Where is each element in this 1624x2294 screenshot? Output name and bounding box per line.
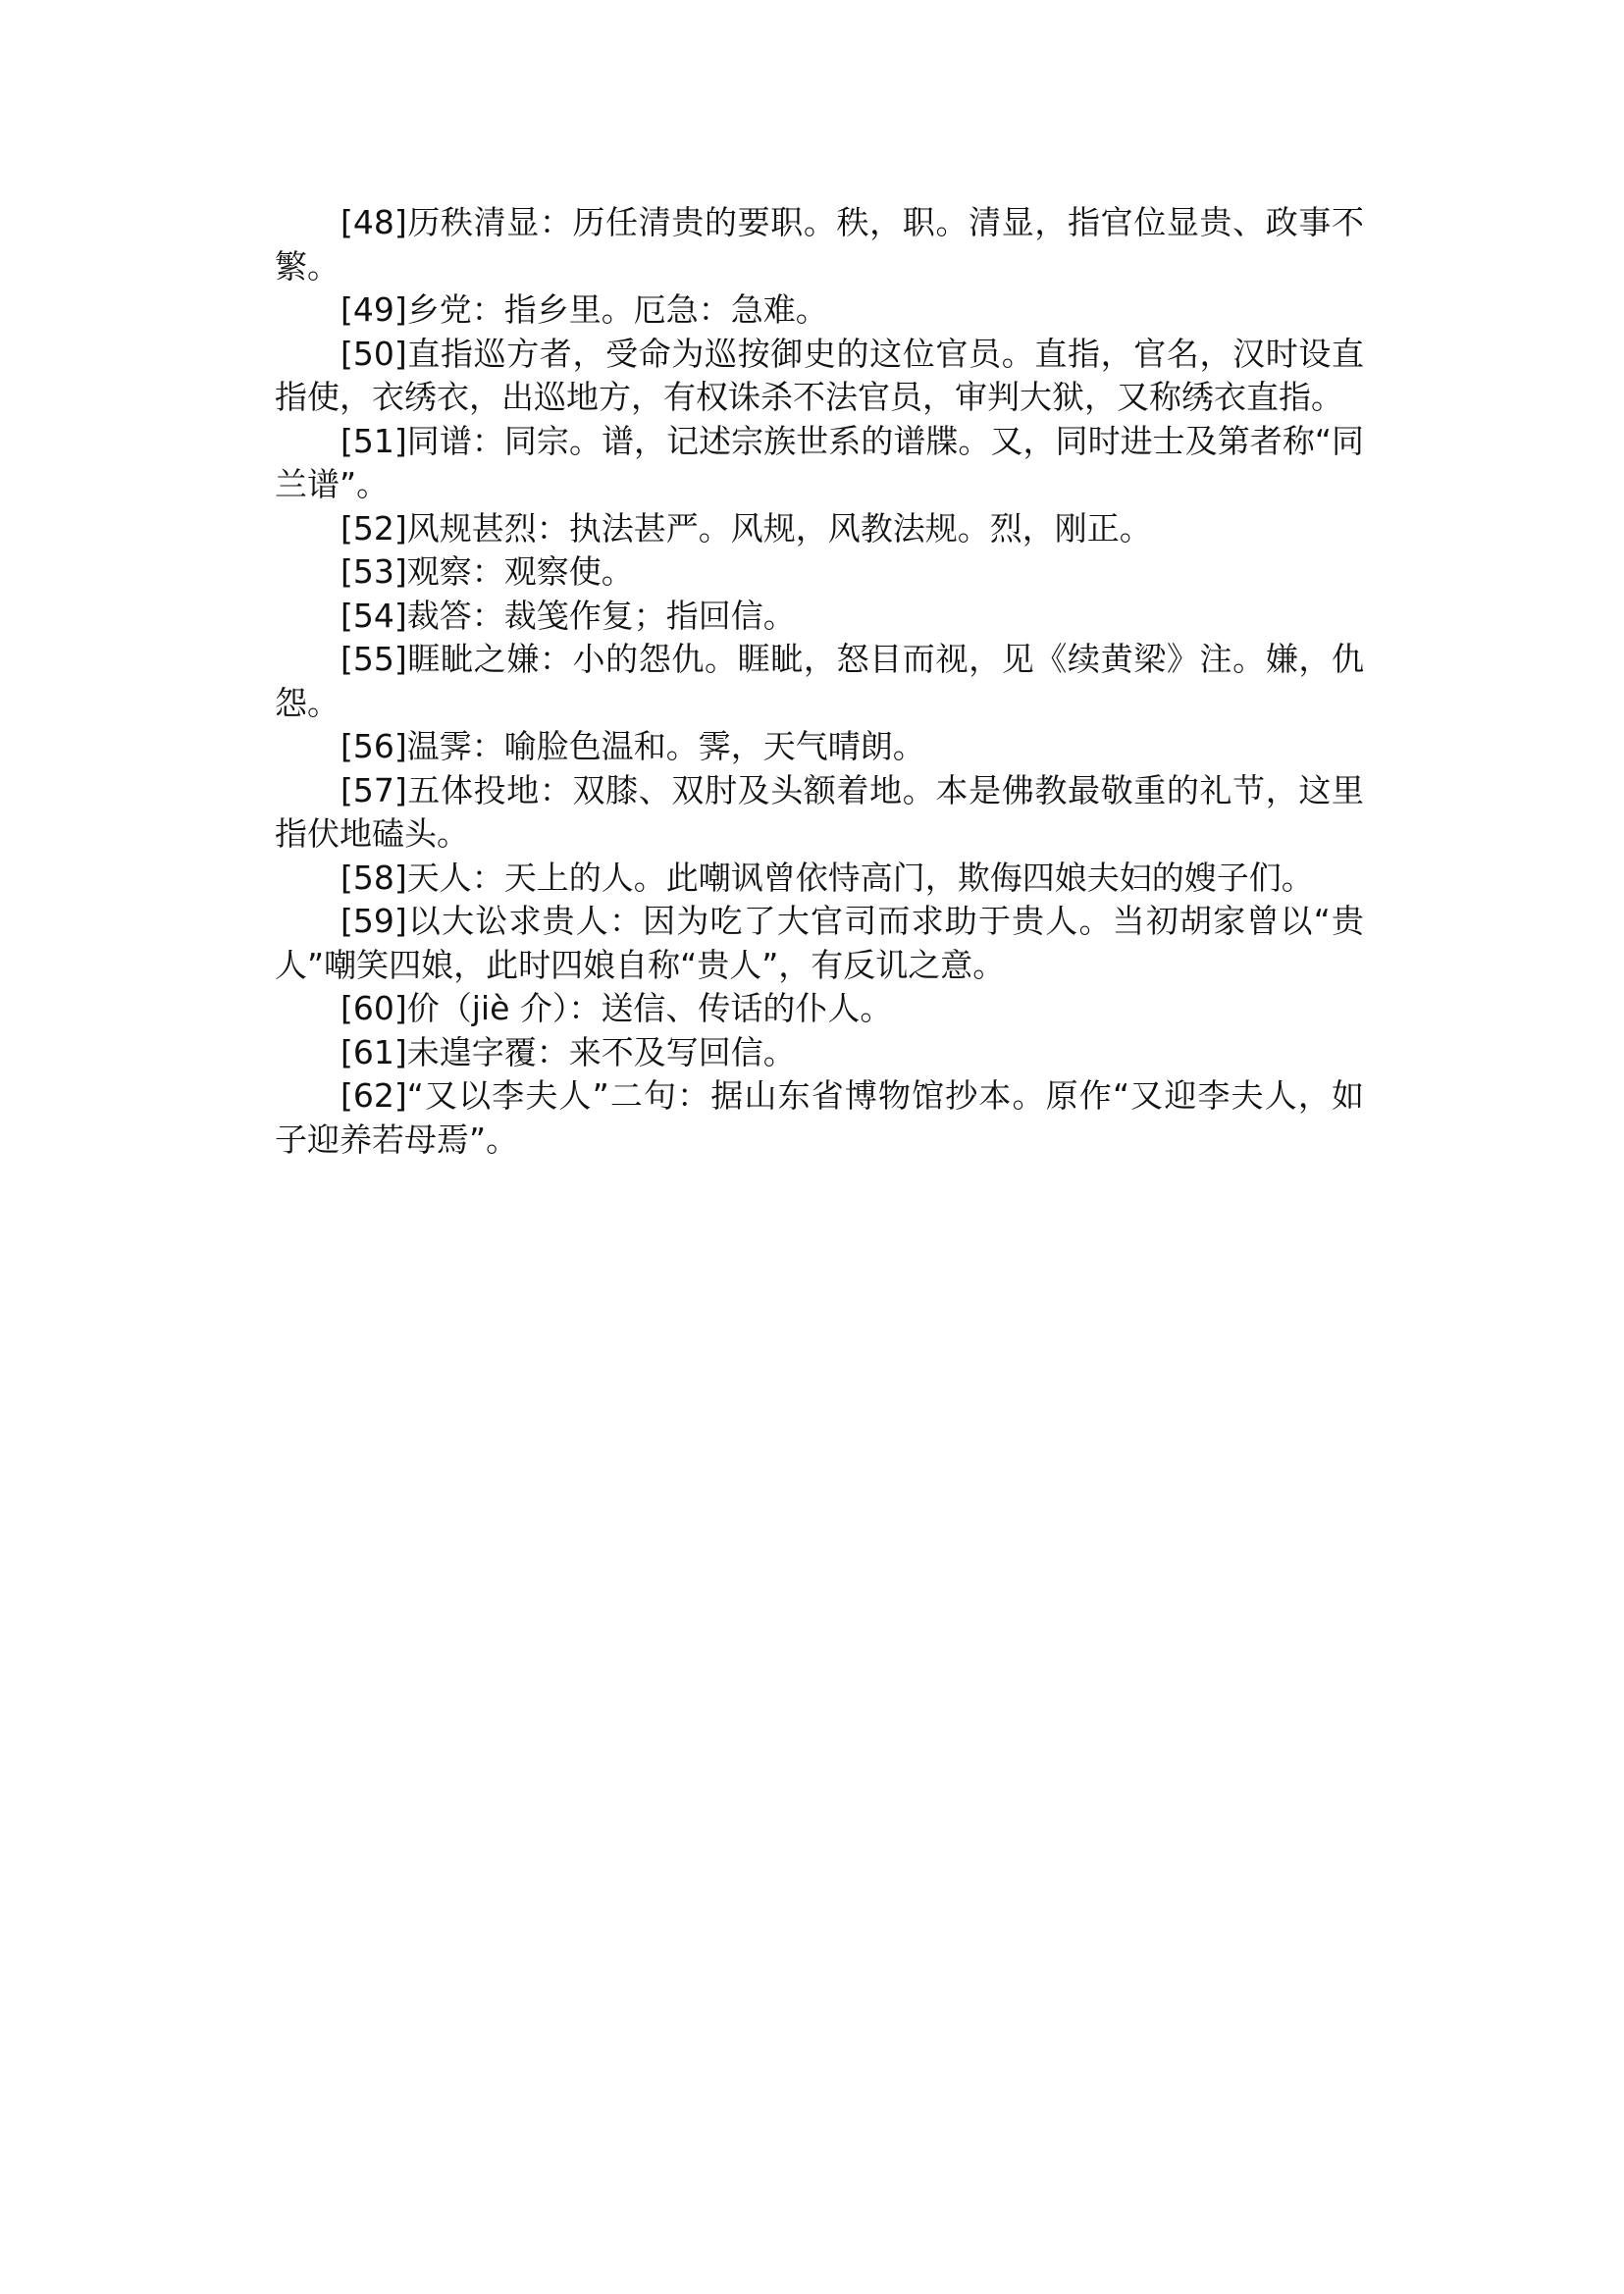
note-54: [54]裁答：裁笺作复；指回信。 (341, 596, 796, 635)
note-56: [56]温霁：喻脸色温和。霁，天气晴朗。 (341, 727, 925, 765)
note-52: [52]风规甚烈：执法甚严。风规，风教法规。烈，刚正。 (341, 508, 1152, 547)
note-59: [59]以大讼求贵人：因为吃了大官司而求助于贵人。当初胡家曾以“贵人”嘲笑四娘，此时四娘自称“贵人”，有反讥之意。 (275, 902, 1364, 984)
note-53: [53]观察：观察使。 (341, 552, 634, 591)
note-51: [51]同谱：同宗。谱，记述宗族世系的谱牒。又，同时进士及第者称“同兰谱”。 (275, 421, 1364, 503)
note-58: [58]天人：天上的人。此嘲讽曾依恃高门，欺侮四娘夫妇的嫂子们。 (341, 858, 1314, 897)
note-50: [50]直指巡方者，受命为巡按御史的这位官员。直指，官名，汉时设直指使，衣绣衣，出巡地方，有权诛杀不法官员，审判大狱，又称绣衣直指。 (275, 334, 1364, 416)
annotation-notes (275, 201, 1364, 1162)
note-61: [61]未遑字覆：来不及写回信。 (341, 1032, 796, 1071)
note-48: [48]历秩清显：历任清贵的要职。秩，职。清显，指官位显贵、政事不繁。 (275, 203, 1364, 286)
note-49: [49]乡党：指乡里。厄急：急难。 (341, 290, 828, 329)
note-55: [55]睚眦之嫌：小的怨仇。睚眦，怒目而视，见《续黄梁》注。嫌，仇怨。 (275, 640, 1364, 722)
note-57: [57]五体投地：双膝、双肘及头额着地。本是佛教最敬重的礼节，这里指伏地磕头。 (275, 770, 1364, 853)
note-60: [60]价（jiè 介）：送信、传话的仆人。 (341, 989, 893, 1027)
note-62: [62]“又以李夫人”二句：据山东省博物馆抄本。原作“又迎李夫人，如子迎养若母焉”。 (275, 1076, 1364, 1159)
